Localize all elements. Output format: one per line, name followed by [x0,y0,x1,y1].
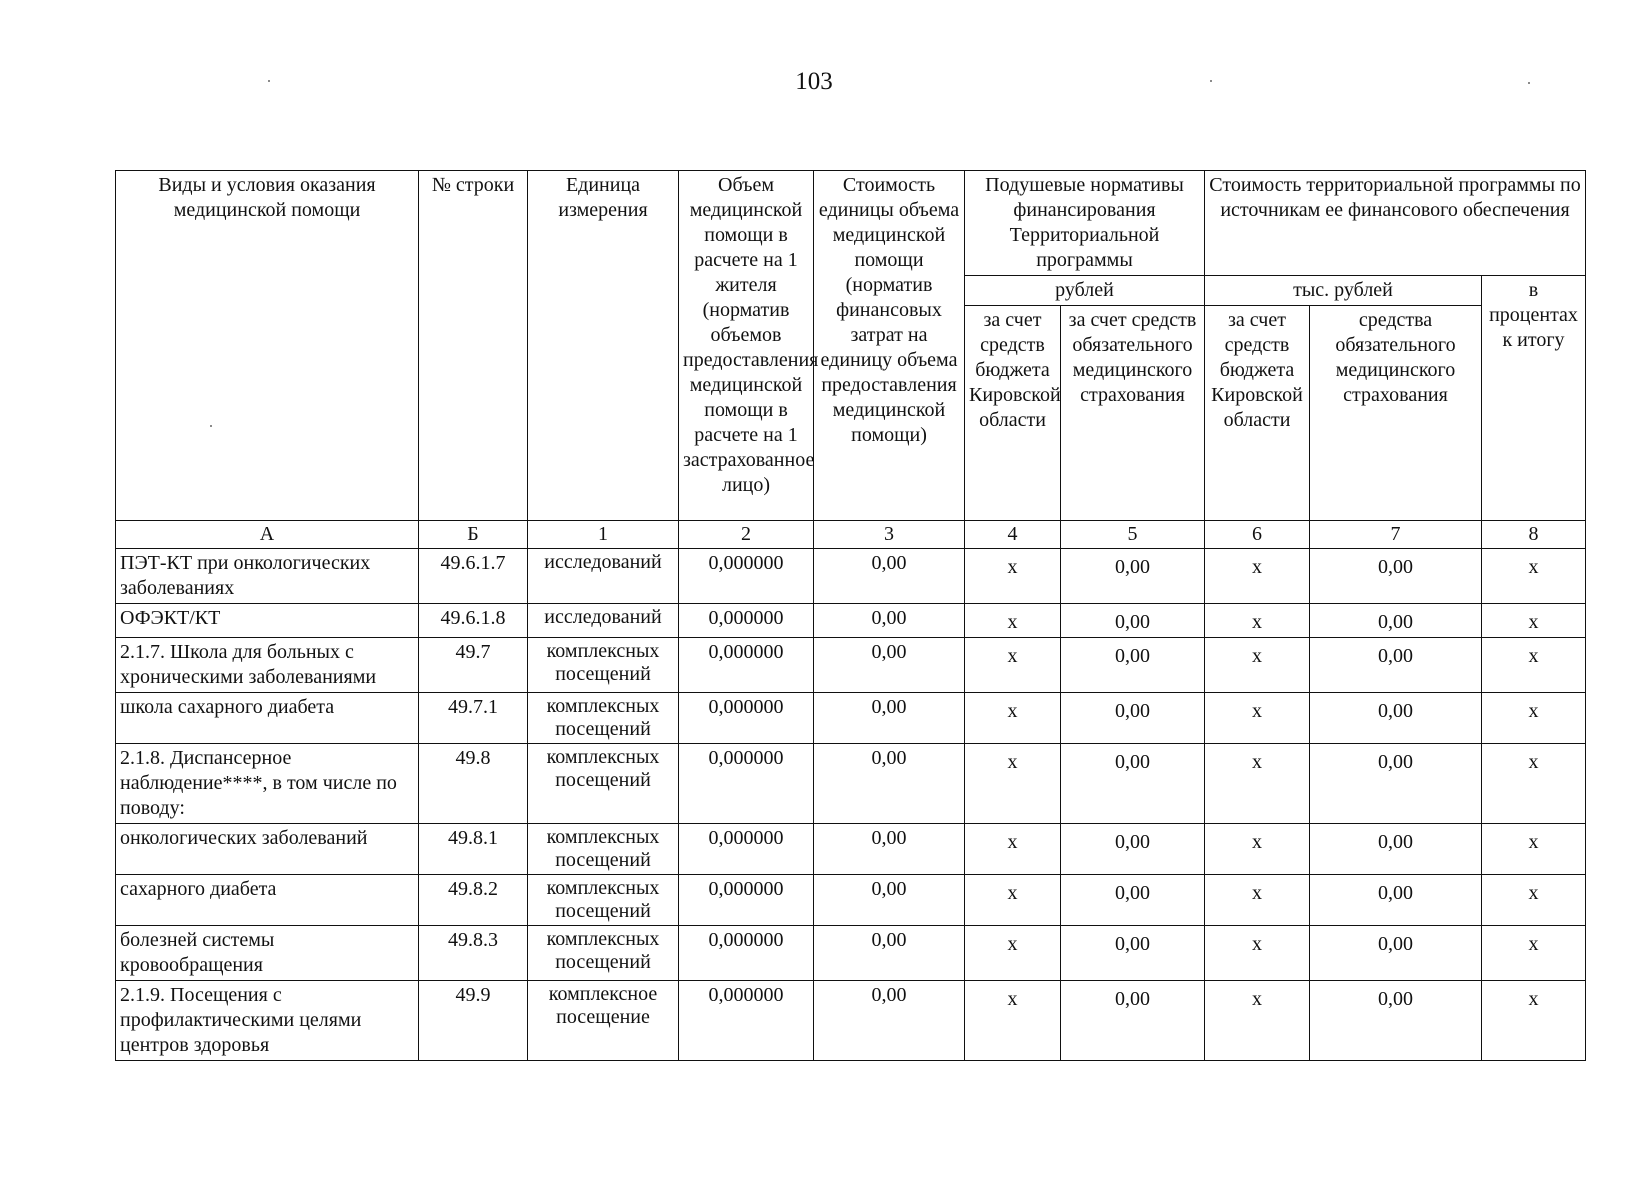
cell-care-type: школа сахарного диабета [116,693,419,744]
cell-care-type: 2.1.7. Школа для больных с хроническими заболеваниями [116,638,419,693]
cell-care-type: ПЭТ-КТ при онкологических заболеваниях [116,549,419,604]
cell-col-4: x [965,693,1061,744]
header-oms-funds: средства обязательного медицинского страхования [1310,306,1482,521]
cell-unit: комплексное посещение [528,981,679,1061]
table-row [116,549,1586,604]
cell-col-8: x [1482,981,1586,1061]
table-body [116,549,1586,1061]
cell-col-8: x [1482,744,1586,824]
cell-col-4: x [965,824,1061,875]
cell-care-type: 2.1.9. Посещения с профилактическими целями центров здоровья [116,981,419,1061]
cell-line-no: 49.7.1 [419,693,528,744]
header-type: Виды и условия оказания медицинской помощи [116,171,419,521]
scan-speck [268,80,270,82]
cell-care-type: ОФЭКТ/КТ [116,604,419,638]
cell-col-6: x [1205,693,1310,744]
cell-col-4: x [965,549,1061,604]
cell-volume: 0,000000 [679,875,814,926]
cell-unit: комплексных посещений [528,638,679,693]
cell-cost-unit: 0,00 [814,549,965,604]
cell-col-7: 0,00 [1310,693,1482,744]
cell-col-7: 0,00 [1310,549,1482,604]
cell-cost-unit: 0,00 [814,693,965,744]
index-label: 4 [965,521,1061,549]
cell-care-type: онкологических заболеваний [116,824,419,875]
cell-col-8: x [1482,693,1586,744]
cell-line-no: 49.8.1 [419,824,528,875]
cell-cost-unit: 0,00 [814,604,965,638]
cell-col-6: x [1205,744,1310,824]
cell-unit: комплексных посещений [528,926,679,981]
table-row [116,824,1586,875]
cell-col-8: x [1482,638,1586,693]
header-budget-kirov-2: за счет средств бюджета Кировской области [1205,306,1310,521]
cell-col-7: 0,00 [1310,875,1482,926]
cell-cost-unit: 0,00 [814,875,965,926]
column-index-row [116,521,1586,549]
index-label: 7 [1310,521,1482,549]
header-percent: в процентах к итогу [1482,276,1586,521]
cell-care-type: болезней системы кровообращения [116,926,419,981]
index-label: 5 [1061,521,1205,549]
cell-col-5: 0,00 [1061,981,1205,1061]
cell-col-5: 0,00 [1061,693,1205,744]
table-row [116,604,1586,638]
medical-care-cost-table [115,170,1586,1061]
header-oms: за счет средств обязательного медицинского страхования [1061,306,1205,521]
cell-volume: 0,000000 [679,981,814,1061]
cell-col-6: x [1205,638,1310,693]
cell-col-6: x [1205,981,1310,1061]
table-row [116,981,1586,1061]
cell-col-5: 0,00 [1061,744,1205,824]
cell-col-4: x [965,604,1061,638]
cell-unit: комплексных посещений [528,824,679,875]
cell-volume: 0,000000 [679,824,814,875]
cell-col-5: 0,00 [1061,549,1205,604]
cell-col-7: 0,00 [1310,824,1482,875]
cell-col-6: x [1205,549,1310,604]
index-label: А [116,521,419,549]
scan-speck [1528,82,1530,84]
index-label: 6 [1205,521,1310,549]
cell-cost-unit: 0,00 [814,638,965,693]
cell-col-8: x [1482,604,1586,638]
table-row [116,744,1586,824]
header-per-capita: Подушевые нормативы финансирования Территориальной программы [965,171,1205,276]
table-row [116,926,1586,981]
cell-col-5: 0,00 [1061,604,1205,638]
cell-line-no: 49.8 [419,744,528,824]
cell-cost-unit: 0,00 [814,981,965,1061]
index-label: Б [419,521,528,549]
cell-col-6: x [1205,604,1310,638]
cell-cost-unit: 0,00 [814,824,965,875]
cell-col-7: 0,00 [1310,926,1482,981]
cell-care-type: сахарного диабета [116,875,419,926]
cell-col-8: x [1482,875,1586,926]
header-program-cost: Стоимость территориальной программы по источникам ее финансового обеспечения [1205,171,1586,276]
cell-care-type: 2.1.8. Диспансерное наблюдение****, в том числе по поводу: [116,744,419,824]
header-unit: Единица измерения [528,171,679,521]
cell-volume: 0,000000 [679,604,814,638]
table-row [116,693,1586,744]
cell-line-no: 49.8.3 [419,926,528,981]
cell-col-7: 0,00 [1310,981,1482,1061]
cell-line-no: 49.9 [419,981,528,1061]
cell-col-7: 0,00 [1310,744,1482,824]
cell-col-5: 0,00 [1061,926,1205,981]
cell-col-6: x [1205,875,1310,926]
cell-col-5: 0,00 [1061,875,1205,926]
cell-col-5: 0,00 [1061,824,1205,875]
cell-col-8: x [1482,824,1586,875]
cell-col-4: x [965,926,1061,981]
scan-speck [1210,80,1212,82]
cell-volume: 0,000000 [679,549,814,604]
cell-line-no: 49.6.1.7 [419,549,528,604]
cell-line-no: 49.8.2 [419,875,528,926]
header-cost-unit: Стоимость единицы объема медицинской помощи (норматив финансовых затрат на единицу объема предоставления медицинской помощи) [814,171,965,521]
header-line-no: № строки [419,171,528,521]
page-number: 103 [795,68,833,95]
cell-col-4: x [965,638,1061,693]
header-rubles: рублей [965,276,1205,306]
cell-unit: исследований [528,549,679,604]
cell-col-4: x [965,875,1061,926]
cell-line-no: 49.7 [419,638,528,693]
cell-col-6: x [1205,926,1310,981]
cell-cost-unit: 0,00 [814,926,965,981]
header-thousand-rubles: тыс. рублей [1205,276,1482,306]
cell-volume: 0,000000 [679,693,814,744]
cell-col-6: x [1205,824,1310,875]
cell-col-8: x [1482,926,1586,981]
table-row [116,875,1586,926]
index-label: 2 [679,521,814,549]
cell-unit: исследований [528,604,679,638]
cell-col-8: x [1482,549,1586,604]
index-label: 3 [814,521,965,549]
cell-volume: 0,000000 [679,926,814,981]
cell-line-no: 49.6.1.8 [419,604,528,638]
cell-volume: 0,000000 [679,744,814,824]
cell-col-5: 0,00 [1061,638,1205,693]
cell-col-7: 0,00 [1310,638,1482,693]
cell-unit: комплексных посещений [528,693,679,744]
cell-col-7: 0,00 [1310,604,1482,638]
header-budget-kirov: за счет средств бюджета Кировской области [965,306,1061,521]
cell-unit: комплексных посещений [528,744,679,824]
index-label: 1 [528,521,679,549]
cell-col-4: x [965,981,1061,1061]
table-row [116,638,1586,693]
cell-volume: 0,000000 [679,638,814,693]
index-label: 8 [1482,521,1586,549]
cell-col-4: x [965,744,1061,824]
cell-unit: комплексных посещений [528,875,679,926]
header-volume: Объем медицинской помощи в расчете на 1 жителя (норматив объемов предоставления медицинской помощи в расчете на 1 застрахованное лицо) [679,171,814,521]
cell-cost-unit: 0,00 [814,744,965,824]
